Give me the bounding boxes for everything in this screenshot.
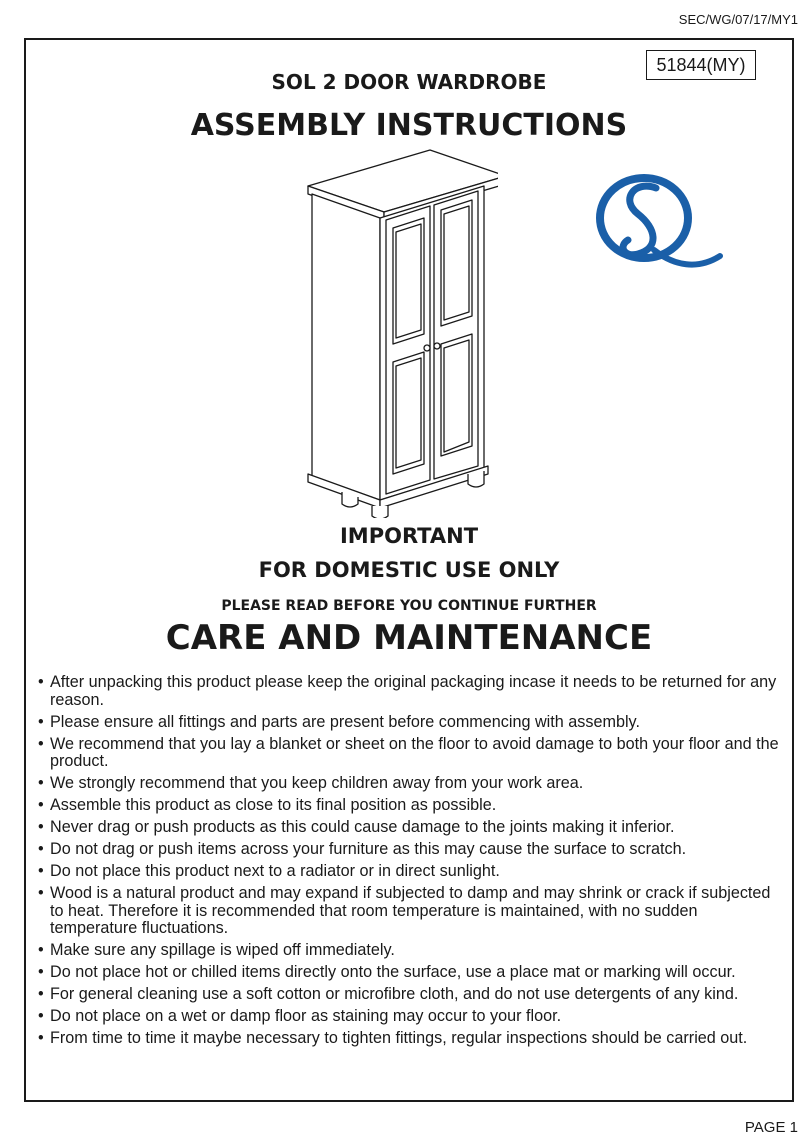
list-item: • Do not place on a wet or damp floor as staining may occur to your floor. — [38, 1008, 788, 1026]
product-title: SOL 2 DOOR WARDROBE — [271, 70, 547, 94]
list-item: • Do not place hot or chilled items directly onto the surface, use a place mat or marking will occur. — [38, 964, 788, 982]
product-code-box: 51844(MY) — [646, 50, 756, 80]
list-item: • We recommend that you lay a blanket or sheet on the floor to avoid damage to both your floor and the product. — [38, 736, 788, 771]
list-item: • Do not drag or push items across your furniture as this may cause the surface to scratch. — [38, 841, 788, 859]
page-number: PAGE 1 — [744, 1119, 798, 1136]
read-before-heading: PLEASE READ BEFORE YOU CONTINUE FURTHER — [221, 598, 597, 614]
sq-brand-logo-icon — [594, 170, 734, 280]
list-item: • For general cleaning use a soft cotton or microfibre cloth, and do not use detergents of any kind. — [38, 986, 788, 1004]
list-item: • We strongly recommend that you keep children away from your work area. — [38, 775, 788, 793]
page-frame — [24, 38, 794, 1102]
list-item: • Assemble this product as close to its final position as possible. — [38, 797, 788, 815]
list-item: • Do not place this product next to a radiator or in direct sunlight. — [38, 863, 788, 881]
important-heading: IMPORTANT — [339, 524, 479, 548]
document-code: SEC/WG/07/17/MY1 — [678, 12, 798, 27]
care-maintenance-heading: CARE AND MAINTENANCE — [165, 618, 653, 658]
care-instructions-list — [26, 674, 788, 1052]
assembly-title: ASSEMBLY INSTRUCTIONS — [190, 108, 628, 143]
list-item: • Never drag or push products as this could cause damage to the joints making it inferior. — [38, 819, 788, 837]
list-item: • After unpacking this product please keep the original packaging incase it needs to be returned for any reason. — [38, 674, 788, 709]
list-item: • Make sure any spillage is wiped off immediately. — [38, 942, 788, 960]
list-item: • Please ensure all fittings and parts are present before commencing with assembly. — [38, 714, 788, 732]
list-item: • From time to time it maybe necessary to tighten fittings, regular inspections should be carried out. — [38, 1030, 788, 1048]
domestic-use-heading: FOR DOMESTIC USE ONLY — [258, 558, 560, 582]
wardrobe-illustration — [298, 148, 498, 518]
list-item: • Wood is a natural product and may expand if subjected to damp and may shrink or crack if subjected to heat. Therefore it is recommended that room temperature is maintained, with no sudden temperature fluctuations. — [38, 885, 788, 938]
